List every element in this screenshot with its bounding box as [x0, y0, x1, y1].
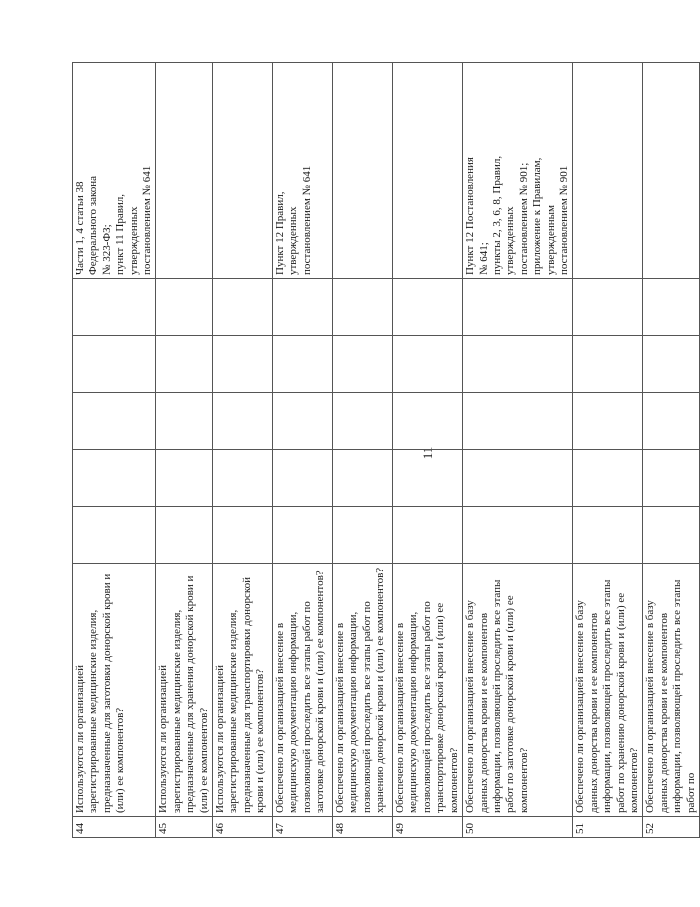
legal-basis-cell: [213, 63, 273, 279]
table-row: [393, 63, 463, 838]
legal-basis-line: постановлением № 641: [300, 165, 313, 275]
table-row: [463, 63, 573, 838]
legal-basis-cell: [156, 63, 213, 279]
legal-basis-line: пункт 11 Правил,: [114, 193, 127, 275]
answer-cell: [156, 336, 213, 393]
answer-cell: [73, 279, 156, 336]
legal-basis-cell: [333, 63, 393, 279]
legal-basis-line: приложение к Правилам,: [531, 157, 544, 275]
legal-basis-cell: [573, 63, 643, 279]
answer-cell: [73, 336, 156, 393]
row-number: 52: [643, 817, 700, 838]
question-cell: Обеспечено ли организацией внесение в базу данных донорства крови и ее компонентов информации, позволяющей проследить все этапы работ по: [643, 564, 700, 817]
row-number: 50: [463, 817, 573, 838]
answer-cell: [333, 336, 393, 393]
answer-cell: [273, 336, 333, 393]
answer-cell: [573, 336, 643, 393]
question-cell: Обеспечено ли организацией внесение в базу данных донорства крови и ее компонентов информации, позволяющей проследить все этапы работ по заготовке донорской крови и (или) ее компонентов?: [463, 564, 573, 817]
legal-basis-line: № 641;: [477, 242, 490, 275]
legal-basis-line: № 323-ФЗ;: [100, 224, 113, 275]
legal-basis-line: постановлением № 901: [557, 165, 570, 275]
table-row: [643, 63, 700, 838]
answer-cell: [273, 393, 333, 450]
answer-cell: [643, 336, 700, 393]
legal-basis-line: постановлением № 901;: [517, 162, 530, 275]
answer-cell: [463, 450, 573, 507]
row-number: 49: [393, 817, 463, 838]
answer-cell: [573, 507, 643, 564]
legal-basis-line: утвержденных: [287, 206, 300, 275]
answer-cell: [273, 279, 333, 336]
question-cell: Используются ли организацией зарегистрированные медицинские изделия, предназначенные для хранения донорской крови и (или) ее компонентов?: [156, 564, 213, 817]
table-row: [156, 63, 213, 838]
checklist-table: [72, 62, 700, 838]
answer-cell: [393, 507, 463, 564]
table-row: [573, 63, 643, 838]
answer-cell: [73, 450, 156, 507]
legal-basis-line: пункты 2, 3, 6, 8, Правил,: [490, 155, 503, 275]
question-cell: Обеспечено ли организацией внесение в медицинскую документацию информации, позволяющей проследить все этапы работ по хранению донорской крови и (или) ее компонентов?: [333, 564, 393, 817]
answer-cell: [333, 279, 393, 336]
checklist-body: [73, 63, 700, 838]
answer-cell: [573, 279, 643, 336]
legal-basis-line: Части 1, 4 статьи 38: [74, 181, 86, 275]
legal-basis-cell: [643, 63, 700, 279]
answer-cell: [213, 279, 273, 336]
question-cell: Используются ли организацией зарегистрированные медицинские изделия, предназначенные для транспортировки донорской крови и (или) ее компонентов?: [213, 564, 273, 817]
row-number: 45: [156, 817, 213, 838]
answer-cell: [156, 450, 213, 507]
legal-basis-line: Пункт 12 Постановления: [464, 157, 477, 275]
answer-cell: [643, 450, 700, 507]
answer-cell: [156, 279, 213, 336]
answer-cell: [643, 393, 700, 450]
answer-cell: [213, 450, 273, 507]
answer-cell: [643, 279, 700, 336]
row-number: 46: [213, 817, 273, 838]
question-cell: Обеспечено ли организацией внесение в базу данных донорства крови и ее компонентов информации, позволяющей проследить все этапы работ по хранению донорской крови и (или) ее компонентов?: [573, 564, 643, 817]
rotated-sheet: [72, 63, 697, 838]
legal-basis-line: утвержденным: [544, 204, 557, 275]
answer-cell: [333, 450, 393, 507]
legal-basis-line: утвержденных: [504, 206, 517, 275]
answer-cell: [393, 393, 463, 450]
question-cell: Обеспечено ли организацией внесение в медицинскую документацию информации, позволяющей проследить все этапы работ по транспортировке донорской крови и (или) ее компонентов?: [393, 564, 463, 817]
answer-cell: [393, 450, 463, 507]
table-row: [213, 63, 273, 838]
answer-cell: [393, 279, 463, 336]
question-cell: Обеспечено ли организацией внесение в медицинскую документацию информации, позволяющей проследить все этапы работ по заготовке донорской крови и (или) ее компонентов?: [273, 564, 333, 817]
answer-cell: [273, 507, 333, 564]
answer-cell: [463, 393, 573, 450]
answer-cell: [73, 393, 156, 450]
answer-cell: [463, 279, 573, 336]
row-number: 51: [573, 817, 643, 838]
answer-cell: [333, 393, 393, 450]
answer-cell: [333, 507, 393, 564]
answer-cell: [156, 507, 213, 564]
legal-basis-line: утвержденных: [127, 206, 140, 275]
row-number: 48: [333, 817, 393, 838]
answer-cell: [463, 507, 573, 564]
answer-cell: [573, 393, 643, 450]
table-row: [73, 63, 156, 838]
page-number: 11: [420, 446, 435, 460]
answer-cell: [213, 336, 273, 393]
legal-basis-cell: [73, 63, 156, 279]
answer-cell: [463, 336, 573, 393]
answer-cell: [273, 450, 333, 507]
table-row: [273, 63, 333, 838]
legal-basis-line: постановлением № 641: [141, 165, 154, 275]
answer-cell: [213, 393, 273, 450]
answer-cell: [573, 450, 643, 507]
legal-basis-cell: [273, 63, 333, 279]
legal-basis-line: Пункт 12 Правил,: [274, 191, 287, 275]
answer-cell: [643, 507, 700, 564]
answer-cell: [213, 507, 273, 564]
answer-cell: [156, 393, 213, 450]
question-cell: Используются ли организацией зарегистрированные медицинские изделия, предназначенные для заготовки донорской крови и (или) ее компонентов?: [73, 564, 156, 817]
answer-cell: [73, 507, 156, 564]
row-number: 47: [273, 817, 333, 838]
answer-cell: [393, 336, 463, 393]
table-row: [333, 63, 393, 838]
row-number: 44: [73, 817, 156, 838]
legal-basis-cell: [463, 63, 573, 279]
legal-basis-cell: [393, 63, 463, 279]
legal-basis-line: Федерального закона: [87, 175, 100, 275]
